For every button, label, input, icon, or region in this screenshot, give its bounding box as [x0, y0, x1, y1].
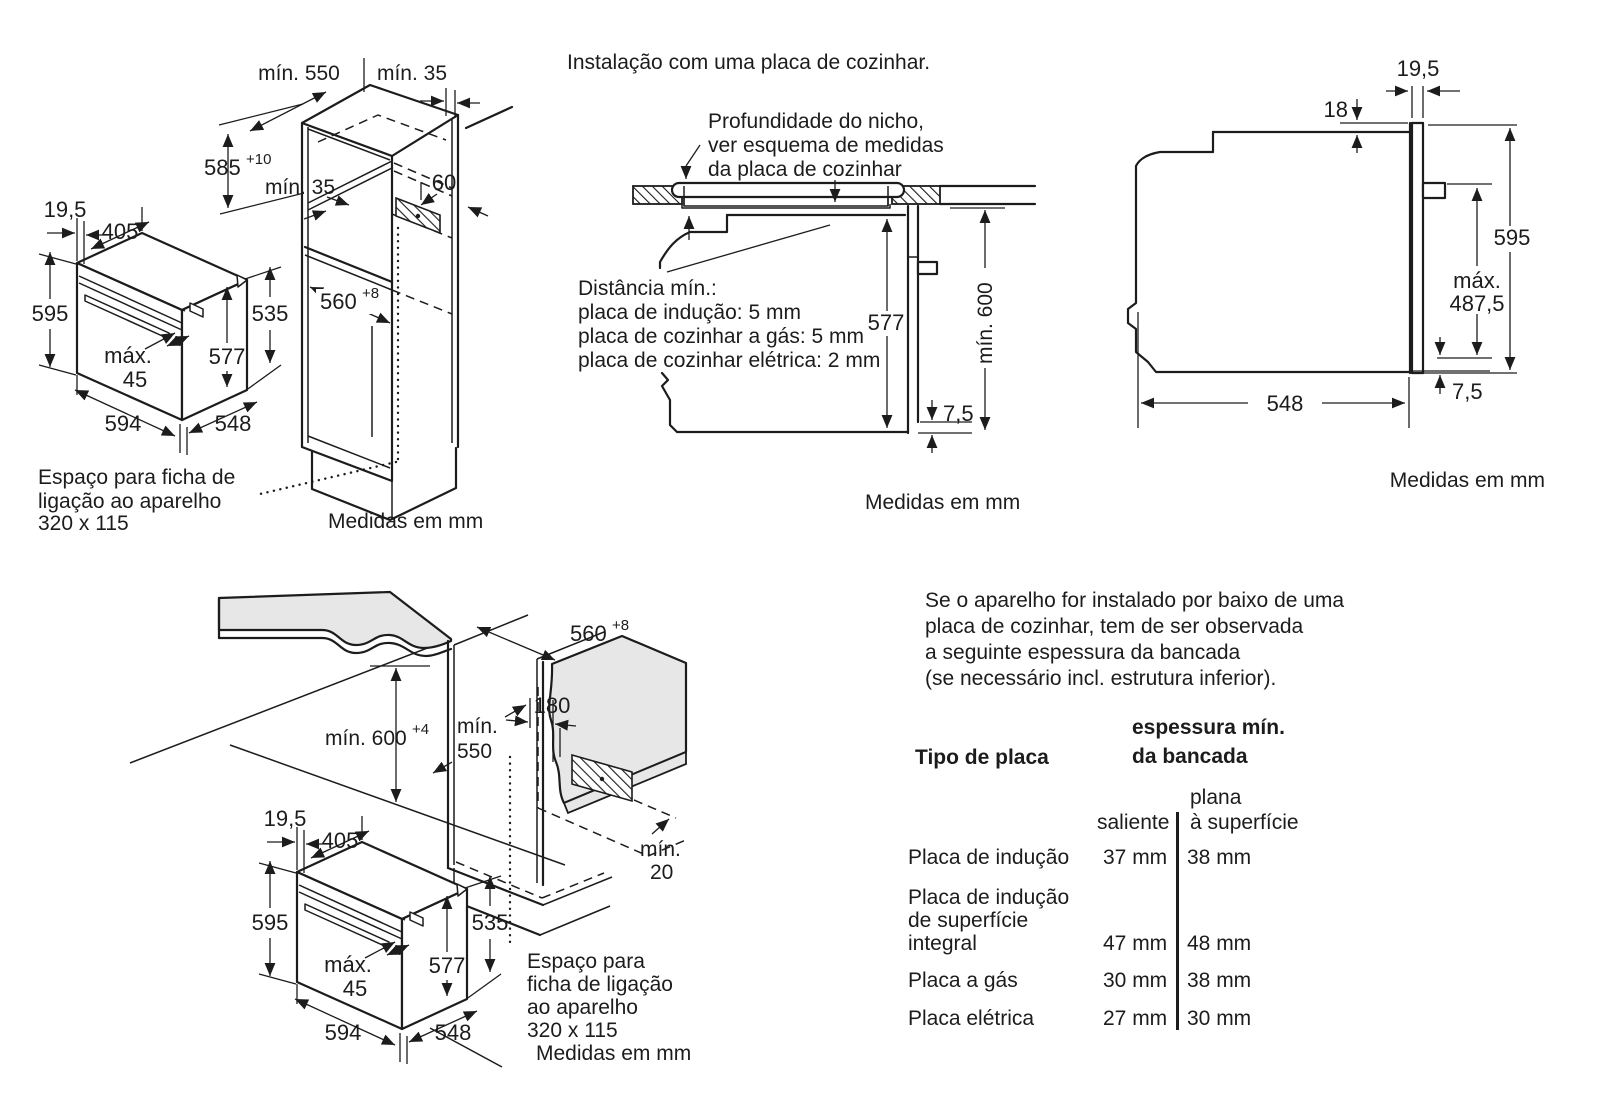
table-row3-plana: 38 mm	[1187, 969, 1252, 992]
table-row4-plana: 30 mm	[1187, 1007, 1252, 1030]
bench-intro-line4: (se necessário incl. estrutura inferior).	[925, 667, 1277, 690]
dim-548-label: 548	[1266, 391, 1304, 416]
dim-75-label: 7,5	[943, 401, 974, 426]
table-row2-label-line2: de superfície	[908, 909, 1029, 932]
oven-side-view	[1128, 56, 1545, 492]
table-row2-saliente: 47 mm	[1103, 932, 1168, 955]
hob-slab	[672, 183, 904, 197]
side-handle	[1423, 183, 1445, 198]
dim-405-label: 405	[101, 219, 139, 244]
dim-535-label: 535	[251, 301, 289, 326]
dim-595-label: 595	[1493, 225, 1531, 250]
connection-note-line1: Espaço para ficha de	[38, 466, 236, 489]
table-header-thickness-line1: espessura mín.	[1132, 716, 1285, 739]
units-label-4: Medidas em mm	[536, 1042, 692, 1065]
hob-cross-section	[567, 51, 1035, 514]
bench-intro-line1: Se o aparelho for instalado por baixo de uma	[925, 589, 1345, 612]
table-row2-label-line3: integral	[908, 932, 977, 955]
hob-title: Instalação com uma placa de cozinhar.	[567, 51, 931, 74]
dim-max-value: 45	[342, 976, 368, 1001]
built-in-oven-isometric-2	[252, 806, 509, 1064]
table-header-type: Tipo de placa	[915, 746, 1049, 769]
dim-577-label: 577	[208, 344, 246, 369]
dim-min600-label: mín. 600	[974, 282, 997, 364]
dim-548-label: 548	[434, 1020, 472, 1045]
dim-577-label: 577	[428, 953, 466, 978]
distance-note-line2: placa de indução: 5 mm	[578, 301, 801, 324]
dim-max-value: 45	[122, 367, 148, 392]
units-label-3: Medidas em mm	[1389, 469, 1545, 492]
dim-548-label: 548	[214, 411, 252, 436]
connection-note-line2: ligação ao aparelho	[38, 490, 222, 513]
table-row1-plana: 38 mm	[1187, 846, 1252, 869]
dim-195-label: 19,5	[43, 197, 87, 222]
niche-depth-note-line3: da placa de cozinhar	[708, 158, 902, 181]
built-in-oven-isometric-1	[32, 197, 289, 455]
dim-75-label: 7,5	[1452, 379, 1483, 404]
bench-intro-line3: a seguinte espessura da bancada	[925, 641, 1241, 664]
dim-180-label: 180	[533, 693, 571, 718]
connection-note-line3: ao aparelho	[527, 996, 638, 1019]
distance-note-line3: placa de cozinhar a gás: 5 mm	[578, 325, 864, 348]
dim-min550-label-b: 550	[457, 740, 493, 763]
table-column-divider	[1176, 812, 1179, 1030]
dim-min35-label: mín. 35	[265, 176, 336, 199]
table-row4-label: Placa elétrica	[908, 1007, 1035, 1030]
table-row3-saliente: 30 mm	[1103, 969, 1168, 992]
dim-535-label: 535	[471, 910, 509, 935]
dim-max-label: máx.	[324, 952, 372, 977]
dim-195-label: 19,5	[263, 806, 307, 831]
dim-min20-label-a: mín.	[640, 838, 681, 861]
table-row2-plana: 48 mm	[1187, 932, 1252, 955]
dim-max-label: máx.	[104, 343, 152, 368]
table-row1-label: Placa de indução	[908, 846, 1070, 869]
dim-195-label: 19,5	[1396, 56, 1440, 81]
dim-585-label: 585	[204, 155, 241, 180]
table-row4-saliente: 27 mm	[1103, 1007, 1168, 1030]
table-header-thickness-line2: da bancada	[1132, 745, 1248, 768]
dim-min550-label: mín. 550	[258, 62, 340, 85]
dim-594-label: 594	[104, 411, 142, 436]
distance-note-line4: placa de cozinhar elétrica: 2 mm	[578, 349, 881, 372]
table-row2-label-line1: Placa de indução	[908, 886, 1070, 909]
dim-577-label: 577	[867, 310, 905, 335]
dim-405-label: 405	[321, 828, 359, 853]
dim-560-label: 560	[570, 621, 607, 646]
oven-hinge-knob	[918, 262, 937, 274]
bench-intro-line2: placa de cozinhar, tem de ser observada	[925, 615, 1304, 638]
dim-560-sup: +8	[612, 617, 630, 634]
dim-max-label: máx.	[1453, 268, 1501, 293]
dim-60-label: 60	[431, 170, 457, 195]
dim-594-label: 594	[324, 1020, 362, 1045]
connection-note-line1: Espaço para	[527, 950, 645, 973]
connection-note-line4: 320 x 115	[527, 1019, 618, 1042]
niche-depth-note-line2: ver esquema de medidas	[708, 134, 944, 157]
dim-min20-label-b: 20	[650, 861, 674, 884]
niche-depth-note-line1: Profundidade do nicho,	[708, 110, 924, 133]
bench-intro	[925, 588, 1344, 692]
table-subheader-plana-line1: plana	[1190, 786, 1242, 809]
dim-595-label: 595	[251, 910, 289, 935]
table-subheader-plana-line2: à superfície	[1190, 811, 1299, 834]
dim-560-label: 560	[320, 289, 357, 314]
connection-note-line3: 320 x 115	[38, 512, 129, 535]
table-row3-label: Placa a gás	[908, 969, 1018, 992]
table-subheader-saliente: saliente	[1097, 811, 1170, 834]
dim-560-sup: +8	[362, 285, 380, 302]
dim-min600-label: mín. 600	[325, 727, 407, 750]
table-row1-saliente: 37 mm	[1103, 846, 1168, 869]
units-label-1: Medidas em mm	[328, 510, 484, 533]
dim-595-label: 595	[31, 301, 69, 326]
dim-min35-top-label: mín. 35	[376, 62, 448, 85]
dim-max-value: 487,5	[1449, 291, 1505, 316]
connection-note-line2: ficha de ligação	[527, 973, 673, 996]
dim-585-sup: +10	[246, 151, 272, 168]
dim-min550-label-a: mín.	[457, 715, 498, 738]
distance-note-line1: Distância mín.:	[578, 277, 717, 300]
units-label-2: Medidas em mm	[865, 491, 1021, 514]
dim-18-label: 18	[1323, 97, 1348, 122]
worktop-left-surface	[219, 592, 451, 648]
dim-min600-sup: +4	[412, 721, 430, 738]
